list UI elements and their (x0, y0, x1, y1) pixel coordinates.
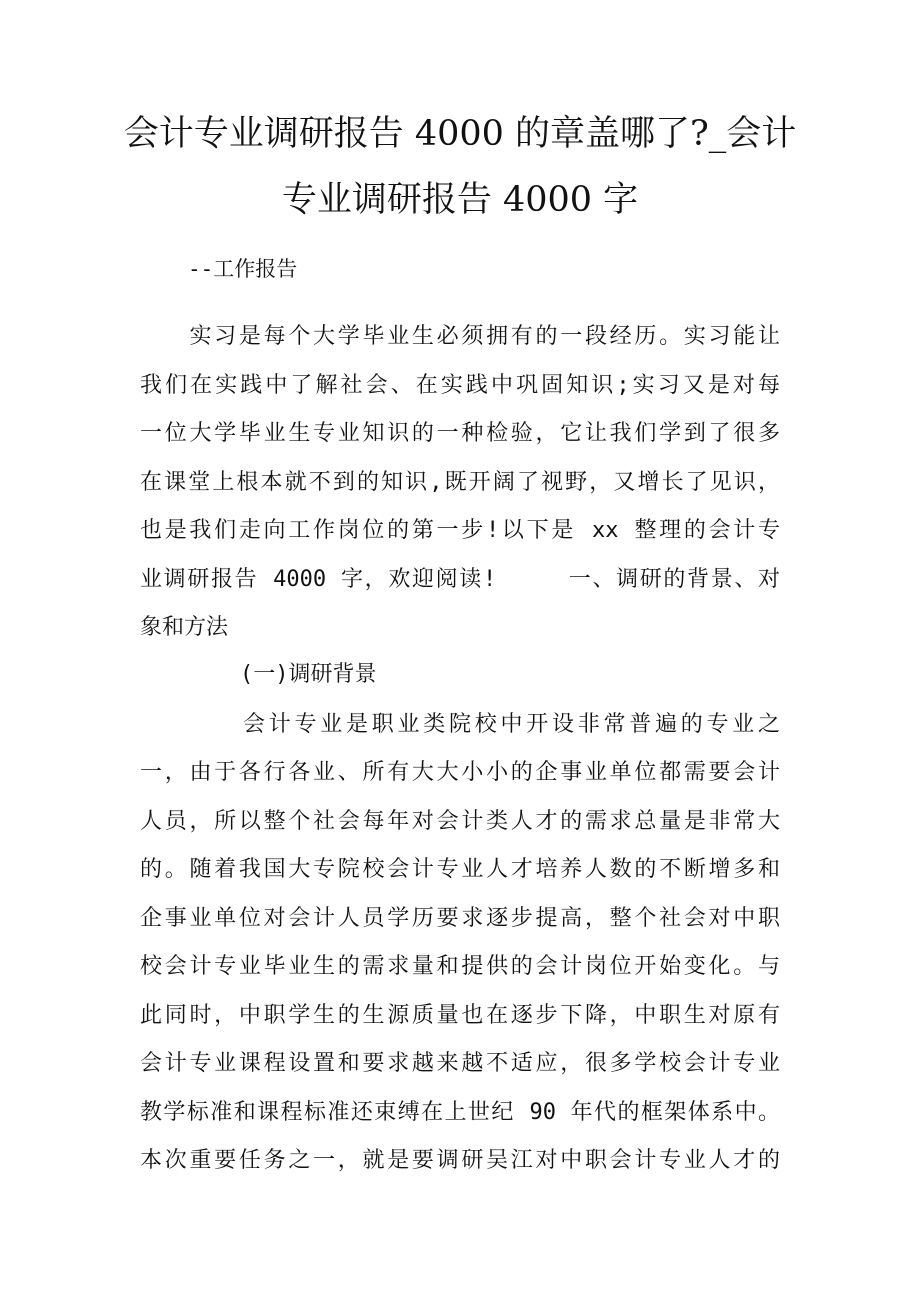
section-heading: (一)调研背景 (240, 662, 377, 687)
paragraph-1-line: 业调研报告 4000 字，欢迎阅读! 一、调研的背景、对 (140, 567, 780, 592)
paragraph-2-line: 本次重要任务之一，就是要调研吴江对中职会计专业人才的 (140, 1148, 780, 1173)
paragraph-2-line: 人员，所以整个社会每年对会计类人才的需求总量是非常大 (140, 809, 780, 834)
paragraph-1-line: 我们在实践中了解社会、在实践中巩固知识;实习又是对每 (140, 373, 780, 398)
paragraph-2-line: 此同时，中职学生的生源质量也在逐步下降，中职生对原有 (140, 1003, 780, 1028)
paragraph-2-line: 教学标准和课程标准还束缚在上世纪 90 年代的框架体系中。 (140, 1100, 780, 1125)
paragraph-1-line: 一位大学毕业生专业知识的一种检验，它让我们学到了很多 (140, 421, 780, 446)
paragraph-1-line: 在课堂上根本就不到的知识,既开阔了视野，又增长了见识， (140, 470, 780, 495)
paragraph-2-line: 校会计专业毕业生的需求量和提供的会计岗位开始变化。与 (140, 954, 780, 979)
paragraph-1-line: 也是我们走向工作岗位的第一步!以下是 xx 整理的会计专 (140, 518, 780, 543)
document-subtitle: --工作报告 (188, 257, 298, 281)
paragraph-2-line: 一，由于各行各业、所有大大小小的企事业单位都需要会计 (140, 760, 780, 785)
paragraph-1-line: 象和方法 (140, 615, 229, 640)
paragraph-2-line: 会计专业是职业类院校中开设非常普遍的专业之 (140, 712, 780, 737)
document-title-line-1: 会计专业调研报告 4000 的章盖哪了?_会计 (123, 114, 797, 154)
paragraph-1-line: 实习是每个大学毕业生必须拥有的一段经历。实习能让 (140, 324, 780, 349)
paragraph-2-line: 的。随着我国大专院校会计专业人才培养人数的不断增多和 (140, 857, 780, 882)
paragraph-2-line: 会计专业课程设置和要求越来越不适应，很多学校会计专业 (140, 1051, 780, 1076)
document-title-line-2: 专业调研报告 4000 字 (281, 180, 639, 220)
paragraph-2-line: 企事业单位对会计人员学历要求逐步提高，整个社会对中职 (140, 906, 780, 931)
